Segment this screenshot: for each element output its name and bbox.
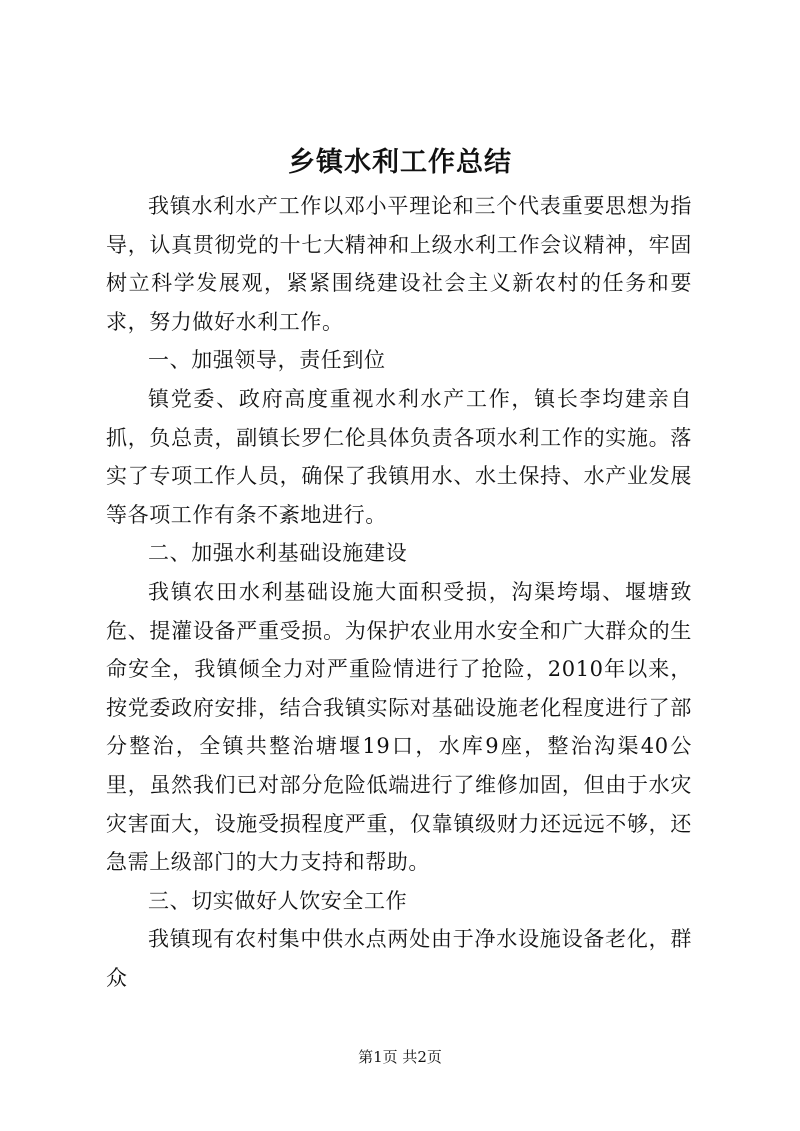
- page-footer: 第1页 共2页: [358, 1048, 442, 1066]
- section-heading-3: 三、切实做好人饮安全工作: [148, 888, 408, 913]
- paragraph-drinking-water: 我镇现有农村集中供水点两处由于净水设施设备老化，群众: [106, 927, 692, 990]
- paragraph-leadership: 镇党委、政府高度重视水利水产工作，镇长李均建亲自抓，负总责，副镇长罗仁伦具体负责各项水利工作的实施。落实了专项工作人员，确保了我镇用水、水土保持、水产业发展等各项工作有条不紊地进行。: [106, 386, 692, 527]
- paragraph-infrastructure: 我镇农田水利基础设施大面积受损，沟渠垮塌、堰塘致危、提灌设备严重受损。为保护农业用水安全和广大群众的生命安全，我镇倾全力对严重险情进行了抢险，2010年以来，按党委政府安排，结合我镇实际对基础设施老化程度进行了部分整治，全镇共整治塘堰19口，水库9座，整治沟渠40公里，虽然我们已对部分危险低端进行了维修加固，但由于水灾灾害面大，设施受损程度严重，仅靠镇级财力还远远不够，还急需上级部门的大力支持和帮助。: [106, 579, 692, 875]
- section-heading-2: 二、加强水利基础设施建设: [148, 541, 408, 566]
- section-heading-1: 一、加强领导，责任到位: [148, 348, 386, 373]
- document-title: 乡镇水利工作总结: [288, 147, 512, 178]
- paragraph-intro: 我镇水利水产工作以邓小平理论和三个代表重要思想为指导，认真贯彻党的十七大精神和上级水利工作会议精神，牢固树立科学发展观，紧紧围绕建设社会主义新农村的任务和要求，努力做好水利工作。: [106, 194, 692, 334]
- document-body: [106, 187, 692, 997]
